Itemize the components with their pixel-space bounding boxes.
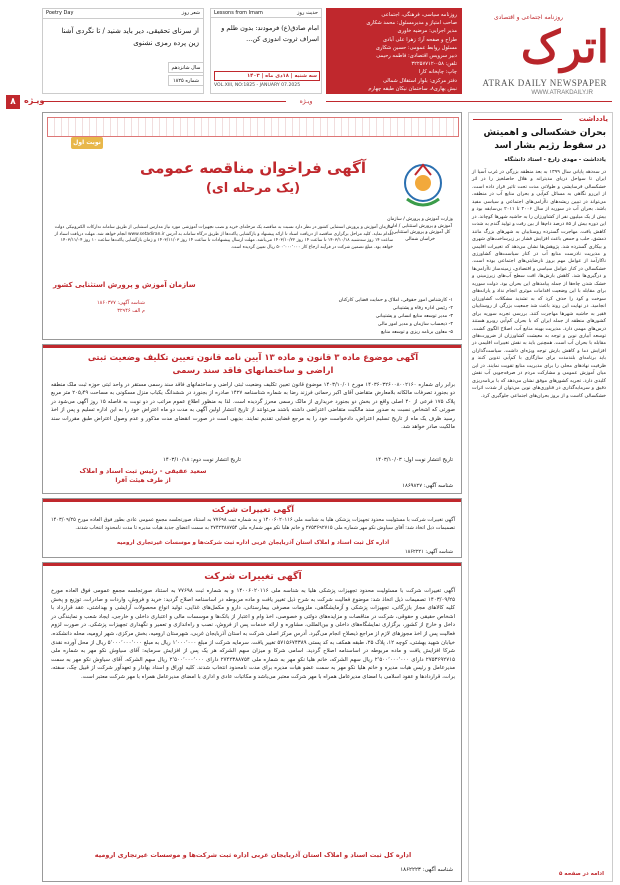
divider	[473, 119, 562, 120]
credit-line: مدیر اجرایی: مرضیه خاوری	[397, 28, 457, 35]
registry-signer-note: از طرف هیئت آقرا	[115, 477, 171, 484]
credit-line: چاپ: چاپخانه کارا	[418, 69, 457, 76]
company-change-ad-long	[42, 562, 462, 882]
registry-shenase: شناسه آگهی: ۱۸۶۹۸۲۷	[402, 483, 453, 489]
ad-code: م الف ۳۲۹۴۶	[117, 308, 145, 314]
ministry-name: وزارت آموزش و پرورش / سازمان آموزش و پرورش استثنایی / اداره کل آموزش و پرورش استثنایی / خراسان شمالی	[387, 217, 453, 242]
company-change-body: آگهی تغییرات شرکت با مسئولیت محدود تجهیزات پزشکی هلیا به شناسه ملی ۱۴۰۰۶۰۲۰۱۱۶ و به شماره ثبت ۷۷۶۹۸ به استناد صورتجلسه مجمع عمومی فوق العاده مورخ ۱۴۰۳/۰۹/۲۵ تصمیمات ذیل اتخاذ شد: موضوع فعالیت شرکت به شرح ذیل تغییر یافت و ماده مربوطه در اساسنامه اصلاح گردید: خرید و فروش، واردات و صادرات، توزیع و پخش کلیه کالاهای مجاز بازرگانی، تجهیزات پزشکی و آزمایشگاهی، ملزومات مصرفی بیمارستانی، دارو و مکمل‌های غذایی، تولید انواع محصولات آرایشی و بهداشتی، عقد قرارداد با اشخاص حقیقی و حقوقی، شرکت در مناقصات و مزایده‌های دولتی و خصوصی، اخذ وام و اعتبار از بانک‌ها و موسسات مالی و اعتباری داخلی و خارجی، ایجاد شعب و نمایندگی در داخل و خارج از کشور، برگزاری نمایشگاه‌های داخلی و بین‌المللی، مشاوره و ارائه خدمات پس از فروش، نصب و راه‌اندازی و تعمیر و نگهداری تجهیزات پزشکی. در صورت لزوم فعالیت پس از اخذ مجوزهای لازم از مراجع ذیصلاح انجام می‌گیرد. آدرس مرکز اصلی شرکت به استان آذربایجان غربی، شهرستان ارومیه، بخش مرکزی، شهر ارومیه، محله دانشکده، خیابان شهید بهشتی، کوچه ۱۲، پلاک ۲۵، طبقه همکف به کد پستی ۵۷۱۵۶۷۴۳۸۹ تغییر یافت. سرمایه شرکت از مبلغ ۱٬۰۰۰٬۰۰۰ ریال به مبلغ ۵٬۰۰۰٬۰۰۰٬۰۰۰ ریال از محل آورده نقدی شرکا افزایش یافت و ماده مربوطه در اساسنامه اصلاح گردید. اسامی شرکا و میزان سهم الشرکه هر یک پس از افزایش سرمایه: آقای سیاوش نکو مهر به شماره ملی ۲۷۵۳۶۹۲۷۱۵ دارای ۲٬۵۰۰٬۰۰۰٬۰۰۰ ریال سهم الشرکه، خانم هلیا نکو مهر به شماره ملی ۲۷۴۲۳۸۸۷۵۴ دارای ۲٬۵۰۰٬۰۰۰٬۰۰۰ ریال سهم الشرکه. آقای سیاوش نکو مهر به سمت مدیرعامل و رئیس هیات مدیره و خانم هلیا نکو مهر به سمت عضو هیات مدیره برای مدت نامحدود انتخاب شدند. کلیه اوراق و اسناد بهادار و تعهدآور شرکت از قبیل چک، سفته، برات، قراردادها و عقود اسلامی با امضای مدیرعامل همراه با مهر شرکت معتبر می‌باشد و مکاتبات عادی و اداری با امضای مدیرعامل همراه با مهر شرکت معتبر است.	[51, 588, 455, 680]
paper-url[interactable]: WWW.ATRAKDAILY.IR	[531, 90, 593, 96]
masthead-logo	[468, 8, 613, 103]
page-section-label: ویـژه	[24, 96, 45, 105]
editorial-author: یادداشت - مهدی زارع - استاد دانشگاه	[504, 157, 606, 163]
company-change-shenase: شناسه آگهی: ۱۸۶۲۲۲۱	[404, 549, 453, 555]
registry-ad	[42, 344, 462, 494]
registry-body: برابر رای شماره ۱۴۰۳۶۰۳۲۶۰۰۸۰۰۲۱۶۰ مورخ ۱۴۰۳/۱۰/۰۱ موضوع قانون تعیین تکلیف وضعیت ثبتی اراضی و ساختمانهای فاقد سند رسمی مستقر در واحد ثبتی حوزه ثبت ملک منطقه دو بجنورد تصرفات مالکانه بلامعارض متقاضی آقای اکبر رحمانی فرزند رضا به شماره شناسنامه ۱۴۲۷ صادره از بجنورد در ششدانگ یکباب منزل مسکونی به مساحت ۲۰۵٫۴۹ متر مربع پلاک ۱۷۵ فرعی از ۴۰ اصلی واقع در بخش دو بجنورد خریداری از مالک رسمی محرز گردیده است. لذا به منظور اطلاع عموم مراتب در دو نوبت به فاصله ۱۵ روز آگهی می‌شود در صورتی که اشخاص نسبت به صدور سند مالکیت متقاضی اعتراضی داشته باشند می‌توانند از تاریخ انتشار اولین آگهی به مدت دو ماه اعتراض خود را به این اداره تسلیم و پس از اخذ رسید ظرف یک ماه از تاریخ تسلیم اعتراض، دادخواست خود را به مرجع قضایی تقدیم نمایند. بدیهی است در صورت انقضای مدت مذکور و عدم وصول اعتراض طبق مقررات سند مالکیت صادر خواهد شد.	[51, 382, 456, 431]
date-en: VOL.XIII, NO:1825 - JANUARY 07.2025	[214, 83, 301, 88]
credit-line: دبیر سرویس اقتصادی: فاطمه رحیمی	[376, 53, 457, 60]
list-item: ۲- رئیس اداره رفاه و پشتیبانی	[392, 306, 453, 311]
hadith-box	[210, 8, 322, 94]
company-change-title: آگهی تغییرات شرکت	[204, 571, 302, 582]
poetry-header-fa: شعر روز	[181, 10, 200, 16]
credit-line: دفتر مرکزی: بلوار استقلال شمالی	[382, 77, 457, 84]
tender-ad	[42, 112, 462, 340]
credit-line: روزنامه سیاسی، فرهنگی، اجتماعی	[381, 12, 457, 18]
publish-date-2: تاریخ انتشار نوبت دوم: ۱۴۰۳/۱۰/۱۸	[163, 457, 241, 463]
list-item: ۵- معاون برنامه ریزی و توسعه منابع	[380, 330, 453, 335]
company-change-shenase: شناسه آگهی: ۱۸۶۲۲۲۳	[400, 867, 453, 873]
tender-body: سازمان آموزش و پرورش استثنایی کشور در نظر دارد نسبت به مناقصه یک مرحله‌ای خرید و نصب تجهیزات آموزشی مورد نیاز مدارس استثنایی از طریق سامانه تدارکات الکترونیکی دولت اقدام نماید. کلیه مراحل برگزاری مناقصه از دریافت اسناد تا ارائه پیشنهاد و بازگشایی پاکت‌ها از طریق درگاه سامانه به آدرس www.setadiran.ir انجام خواهد شد. مهلت دریافت اسناد از ساعت ۱۴ روز سه‌شنبه ۱۴۰۳/۱۰/۱۸ تا ساعت ۱۴ روز ۱۴۰۳/۱۰/۲۲ می‌باشد. مهلت ارسال پیشنهادات تا ساعت ۱۴ روز ۱۴۰۳/۱۱/۰۳ و زمان بازگشایی پاکت‌ها ساعت ۱۰ روز ۱۴۰۳/۱۱/۰۴ خواهد بود. مبلغ تضمین شرکت در فرآیند ارجاع کار ۵۰۰٬۰۰۰٬۰۰۰ ریال تعیین گردیده است.	[54, 225, 393, 250]
date-fa: سه شنبه | ۱۸دی ماه | ۱۴۰۳	[214, 71, 320, 81]
credit-line: مسئول روابط عمومی: حسین شکاری	[375, 44, 457, 51]
paper-name-en: ATRAK DAILY NEWSPAPER	[482, 78, 607, 88]
editorial-section-tag: یادداشت	[578, 115, 608, 123]
tender-cc-list	[163, 297, 453, 337]
tender-signer: سازمان آموزش و پرورش استثنایی کشور	[53, 281, 196, 289]
list-item: ۱- کارشناس امور حقوقی، املاک و حمایت قضایی کارکنان	[338, 298, 453, 303]
tender-subtitle: (یک مرحله ای)	[205, 181, 301, 196]
list-item: ۴- ذیحساب سازمان و مدیر امور مالی	[377, 322, 453, 327]
issue-number: شماره ۱۸۲۵	[168, 75, 204, 86]
hadith-header	[211, 9, 321, 18]
credit-line: طراح و صفحه آرا: زهرا علی آبادی	[383, 36, 457, 43]
ministry-emblem	[393, 155, 453, 215]
credit-line: تلفن: ۰۵۸-۳۲۲۵۷۷۱۲	[411, 61, 457, 68]
hadith-text: امام صادق(ع) فرمودند: بدون ظلم و اسراف ثروت اندوزی کن...	[221, 24, 319, 43]
page-number-value: ۸	[6, 95, 20, 109]
credit-line: صاحب امتیاز و مدیرمسئول: محمد شکاری	[366, 20, 457, 27]
ad-top-strip	[43, 499, 461, 502]
company-change-title: آگهی تغییرات شرکت	[211, 505, 295, 514]
ad-decorative-border	[47, 117, 459, 137]
tender-title: آگهی فراخوان مناقصه عمومی	[140, 159, 366, 177]
emblem-icon	[393, 155, 453, 215]
tender-shenase	[55, 299, 145, 315]
company-change-signer: اداره کل ثبت اسناد و املاک استان آذربایجان غربی اداره ثبت شرکت‌ها و موسسات غیرتجاری ارومیه	[94, 851, 412, 859]
company-change-ad-short	[42, 498, 462, 558]
editorial-body: در سه‌دهه پایانی سال ۱۳۹۹ به بعد منطقه بزرگی در غرب آسیا از ایران تا سواحل دریای مدیترانه و هلال حاصلخیز را در اثر خشکسالی فرسایشی و طولانی مدت تحت تاثیر قرار داده است. از این‌رو نگاهی به مسائل کم‌آبی و بحران منابع آب در منطقه، می‌تواند در تبیین ریشه‌های ناآرامی‌های اجتماعی و سیاسی مفید باشد. بحران آب در سوریه از سال ۲۰۰۶ تا ۲۰۱۱ بی‌سابقه بود و بیش از یک میلیون نفر از کشاورزان را به حاشیه شهرها کوچاند. در این دوره بیش از ۸۵ درصد دام‌ها از بین رفت و تولید گندم به شدت کاهش یافت. مهاجرت گسترده روستاییان به شهرهای بزرگ مانند دمشق، حلب و حمص باعث افزایش فشار بر زیرساخت‌های شهری و بیکاری گسترده شد. پژوهش‌ها نشان می‌دهد که تغییرات اقلیمی و مدیریت نادرست منابع آب در کنار سیاست‌های کشاورزی ناکارآمد از عوامل مهم بروز نارضایتی‌های اجتماعی بوده است. خشکسالی در کنار عوامل سیاسی و اقتصادی، زمینه‌ساز ناآرامی‌ها و درگیری‌ها شد. کاهش بارش‌ها، افت سطح آب‌های زیرزمینی و خشک شدن چاه‌ها از جمله پیامدهای این بحران بود. دولت سوریه برای مقابله با این وضعیت اقدامات موثری انجام نداد و یارانه‌های سوخت و کود را حذف کرد که به تشدید مشکلات کشاورزان انجامید. در نهایت این روند باعث شد جمعیت بزرگی از روستاییان فقیر به حاشیه شهرها مهاجرت کنند. بررسی تجربه سوریه برای کشورهای منطقه از جمله ایران که با بحران کم‌آبی روبرو هستند درس‌های مهمی دارد. مدیریت بهینه منابع آب، اصلاح الگوی کشت، توسعه آبیاری نوین و توجه به معیشت کشاورزان از ضرورت‌های مقابله با بحران آب است. همچنین باید به نقش تغییرات اقلیمی در افزایش دما و کاهش بارش توجه ویژه‌ای داشت. سیاست‌گذاران باید برنامه‌ای بلندمدت برای سازگاری با کم‌آبی تدوین کنند و ظرفیت نهادهای محلی را برای مدیریت منابع تقویت نمایند. در این میان آموزش عمومی و مشارکت مردم در صرفه‌جویی آب نقش کلیدی دارد. تجربه کشورهای موفق نشان می‌دهد که با برنامه‌ریزی دقیق و سرمایه‌گذاری در فناوری‌های نوین می‌توان از شدت اثرات خشکسالی کاست و از بروز بحران‌های اجتماعی جلوگیری کرد.	[472, 169, 607, 399]
hadith-header-en: Lessons from Imam	[214, 10, 263, 16]
company-change-body: آگهی تغییرات شرکت با مسئولیت محدود تجهیزات پزشکی هلیا به شناسه ملی ۱۴۰۰۶۰۲۰۱۱۶ و به شماره ثبت ۷۷۶۹۸ به استناد صورتجلسه مجمع عمومی عادی بطور فوق العاده مورخ ۱۴۰۳/۰۹/۲۵ تصمیمات ذیل اتخاذ شد: آقای سیاوش نکو مهر شماره ملی ۲۷۵۳۶۹۲۷۱۵ و خانم هلیا نکو مهر شماره ملی ۲۷۴۲۳۸۸۷۵۴ به سمت اعضای جدید هیات مدیره تا مدت نامحدود انتخاب شدند.	[51, 517, 455, 531]
poetry-header-en: Poetry Day	[46, 10, 74, 16]
registry-title: آگهی موضوع ماده ۳ قانون و ماده ۱۳ آیین نامه قانون تعیین تکلیف وضعیت ثبتی	[87, 353, 419, 363]
hadith-header-fa: حدیث روز	[297, 10, 318, 16]
ad-id: شناسه آگهی: ۱۸۶۰۳۷۷	[96, 300, 145, 306]
section-strip-label: ویـژه	[286, 98, 326, 106]
section-divider	[42, 101, 612, 107]
logo-tagline: روزنامه اجتماعی و اقتصادی	[493, 14, 563, 21]
ad-top-strip	[43, 345, 461, 348]
issue-year: سال شانزدهم	[168, 62, 204, 73]
credit-line: نبش یهاری۸، ساختمان نیکان طبقه چهارم	[368, 85, 457, 92]
ad-badge: نوبت اول	[71, 137, 103, 149]
poetry-text: از سرنای تحقیقی، دیر باید شنید / تا نگردی آشنا زین پرده رمزی نشنوی	[61, 27, 199, 47]
logo-wordmark: اترک	[520, 22, 609, 73]
registry-subtitle: اراضی و ساختمانهای فاقد سند رسمی	[172, 366, 334, 376]
ad-top-strip	[43, 563, 461, 566]
credits-box	[326, 8, 462, 94]
list-item: ۳- مدیر توسعه منابع انسانی و پشتیبانی	[375, 314, 453, 319]
editorial-column	[468, 112, 613, 882]
poetry-header	[43, 9, 203, 19]
continue-link[interactable]: ادامه در صفحه ۵	[559, 871, 604, 877]
company-change-signer: اداره کل ثبت اسناد و املاک استان آذربایجان غربی اداره ثبت شرکت‌ها و موسسات غیرتجاری ارومیه	[116, 540, 390, 546]
registry-signer: سعید عقیقی - رئیس ثبت اسناد و املاک	[79, 467, 207, 475]
publish-date-1: تاریخ انتشار نوبت اول: ۱۴۰۳/۱۰/۰۳	[375, 457, 453, 463]
editorial-title: بحران خشکسالی و اهمیتش در سقوط رژیم بشار اسد	[483, 128, 606, 151]
